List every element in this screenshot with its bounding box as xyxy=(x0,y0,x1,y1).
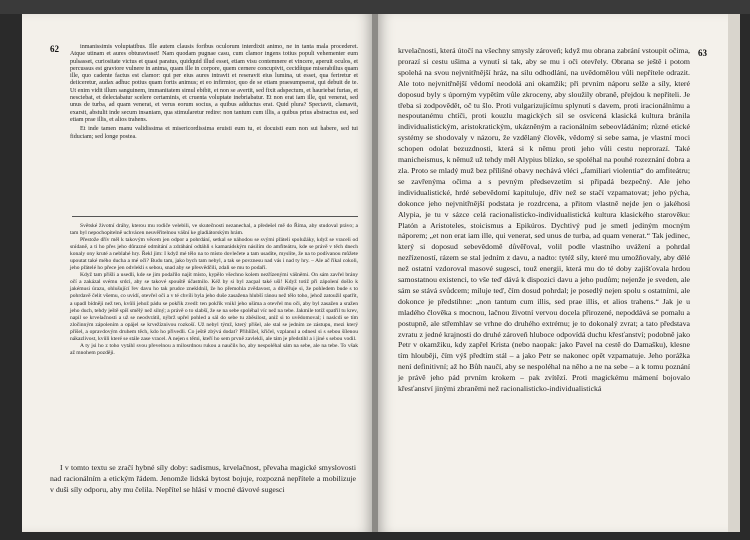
latin-quote xyxy=(70,44,358,143)
translation-paragraph: Když tam přišli a usedli, kde se jim podařilo najít místo, kypělo všechno kolem nezřízenými vášněmi. On sám zavřel brány očí a zakázal svému srdci, aby se takové spouště účastnilo. Kéž by si byl zacpal také uši! Když totiž při zápolení došlo k jakémusi úrazu, ohlušující řev davu ho tak prudce znekldnil, že ho přemohla zvědavost, a důvěřuje si, že pohledem bude s to pohrdavě čelit všemu, co uvidí, otevřel oči a v té chvíli byla jeho duše zasažena hlubší ránou než tělo toho, jehož zatoužil spatřit, a upadl bídněji než ten, kvůli jehož pádu se pokřik zvedl: ten pokřik vnikl jeho ušima a otevřel mu oči, aby byl zasažen a sražen jeho duch, tehdy ještě spíš smělý než silný; a právě o to slabší, že se na sebe spoléhal víc než na tebe. Jakmile totiž spatřil tu krev, napil se krvelačnosti a už se neodvrátil, nýbrž upřel pohled a sál do sebe tu zběsilost, aniž si to uvědomoval; i naslcdi se tím zločinným zápolením a opájel se krvežíznivou rozkoší. Už nebyl týmž, který přišel, ale stal se jedním ze zástupu, mezi který přišel, a opravdovým druhem těch, kdo ho přivedli. Co ještě zbývá dodat? Přihlížel, křičel, vzplanul a odnesl si s sebou šílenou nákazlivost, kvůli které se stále zase vracel. A nejen s těmi, kteří ho sem prvně zavlekli, ale tám je předstihl a i jiné s sebou vodil. xyxy=(70,272,358,342)
right-main-text xyxy=(398,46,690,395)
background-top xyxy=(0,0,750,14)
translation-paragraph: Přestože dřív měl k takovým věcem jen odpor a pohrdání, setkal se náhodou se svými přáteli spolužáky, když se vraceli od snídaně, a ti ho přes jeho důrazné odmítání a zdráhání odtáhli s kamarádským násilím do amfiteátru, kde se právě v těch dnech konaly ony kruté a neblahé hry. Řekl jim: I když mé tělo na to místo dovlečete a tam usadíte, myslíte, že na to podívanou můžete upoutat také mého ducha a mé oči? Budu tam, jako bych tam nebyl, a tak se povznesu nad vás i nad ty hry. – Ale ač říkal cokoli, jeho přátelé ho přece jen odvlekli s sebou, snad aby se přesvědčili, zdali se mu to podaří. xyxy=(70,237,358,272)
latin-paragraph: Et inde tamen manu validissima et misericordissima eruisti eum tu, et docuisti eum non sui habere, sed tui fiduciam; sed longe postea. xyxy=(70,126,358,140)
translation-paragraph: Světské životní dráhy, kterou mu rodiče velebili, ve skutečnosti nezanechal, a předešel mě do Říma, aby studoval právo; a tam byl nepochopitelně uchvácen neuvěřitelnou vášní ke gladiátorským hrám. xyxy=(70,223,358,237)
translation-paragraph: A ty jsi ho z toho vytáhl svou převelnou a milosrdnou rukou a naučils ho, aby nespoléhal sám na sebe, ale na tebe. To však až mnohem později. xyxy=(70,342,358,356)
right-page-number: 63 xyxy=(698,48,707,58)
latin-paragraph: inmanissimis voluptatibus. Ille autem clausis foribus oculorum interdixit animo, ne in tanta mala procederet. Atque utinam et aures obturavisset! Nam quodam pugnae casu, cum clamor ingens totius populi vehementer eum pulsasset, curiositate victus et quasi paratus, quidquid illud esset, etiam visu contemnere et vincere, aperuit oculos, et percussus est graviore vulnere in anima, quam ille in corpore, quem cernere concupivit, cecidítque miserabilius quam ille, quo cadente factus est clamor: qui per eius aures intravit et reseravit eius lumina, ut esset, qua feriretur et deiiceretur, audax adhuc potius quam fortis animus; et eo infirmior, quo de se etiam praesumpserat, qui debuit de te. Ut enim vidit illum sanguinem, immanitatem simul ebibit, et non se avertit, sed fixit adspectum, et hauriebat furias, et nesciebat, et delectabatur scelere certaminis, et cruenta voluptate inebriabatur. Et non erat iam ille, qui venerat, sed unus de turba, ad quam venerat, et verus eorum socius, a quibus adductus erat. Quid plura? Spectavit, clamavit, exarsit, abstulit inde secum insaniam, qua stimularetur redire: non tantum cum illis, a quibus prius abstractus est, sed etiam prae illis, et alios trahens. xyxy=(70,44,358,123)
czech-translation xyxy=(70,223,358,357)
left-page-number: 62 xyxy=(50,44,59,54)
page-edges xyxy=(728,14,740,532)
main-paragraph: I v tomto textu se zračí hybné síly doby: sadismus, krvelačnost, převaha magické smyslovosti nad racionálním a etickým řádem. Jenomže lidská bytost bojuje, rozpozná nepřítele a mobilizuje v duši síly odporu, aby mu čelila. Nepřítel se hlásí v mocné dávové sugesci xyxy=(50,463,356,494)
left-main-text xyxy=(50,463,356,495)
section-divider xyxy=(72,216,358,217)
main-paragraph: krvelačnosti, která útočí na všechny smysly zároveň; když mu obrana zabrání vstoupit očima, prorazí si cestu ušima a vynutí si tak, aby se mu i oči otevřely. Obrana se ještě i potom spolehá na svou nejvnitřnější hráz, na sílu odhodlání, na uvědomělou vůli nepřítele odrazit. Ale toto nejvnitřnější vědomí neodolá ani okamžik; při prvním náporu selže a síly, které doposud byly s úporným vypětím vůle zkroceny, aby sloužily obraně, přejdou k nepříteli. Je třeba si zodpovědět, oč tu šlo. Proti vulgarizujícímu splynutí s davem, proti iracionálnímu a nespoutanému chtíči, proti kouzlu magických sil se osvícená klasická kultura bránila individualistickým, aristokratickým, ukázněným a racionálním sebeovládáním; různé etické systémy se shodovaly v názoru, že vzdělaný člověk, vědomý si sebe sama, je vlastní moci schopen odolat bezuzdnosti, která si k němu proti jeho vůli cestu neprorazí. Také manicheismus, k němuž už tehdy měl Alypius blízko, se spoléhal na pouhé rozeznání dobra a zla. Proto se mladý muž bez přílišné obavy nechává vléci „familiari violentia“ do amfiteátru; se zavřenýma očima a s pevným předsevzetím si připadá bezpečný. Ale jeho individualistické, hrdé sebevědomí kapituluje, dřív než se stačí vzpamatovat; jeho pýcha, dokonce jeho nejvnitřnější podstata je rozdrcena, a přitom vlastně nejde jen o jakéhosi Alypia, je tu v sázce celá racionalisticko-individualistická kultura klasického starověku: Platón a Aristoteles, stoicismus a Epikúros. Dychtivý pud je smetl jediným mocným náporem; „et non erat iam ille, qui venerat, sed unus de turba, ad quam venerat.“ Tak jedinec, který si doposud sebevědomě důvěřoval, volil podle vlastního uvážení a pohrdal nezřízeností, rázem se stal jedním z davu, a nadto: tytéž síly, které mu umožňovaly, aby dělé než ostatní vzdoroval masové sugesci, touž energii, která mu do té doby zajišťovala hrdou samostatnou existenci, to vše teď dává k dispozici davu a jeho pudům; nejenže je sveden, ale sám se stává svůdcem; míluje teď, čím dosud pohrdal; je posedlý nejen spolu s ostatními, ale dokonce je předstihne: „non tantum cum illis, sed prae illis, et alios trahens.“ Jak je u mladého člověka s mocnou, lačnou životní vervou docela přirozené, nepoddává se pomalu a postupně, ale střemhlav se vrhne do druhého extrému; je to dokonalý zvrat; a tato představa zvratu z jedné krajnosti do druhé zároveň hluboce odpovídá duchu křesťanství; podobně jako Petr v okamžiku, kdy zapřel Krista (nebo naopak: jako Pavel na cestě do Damašku), klesne tím hlouběji, čím výš předtím stál – a jako Petr se nakonec opět vzpamatuje. Jeho porážka není definitivní; až ho Bůh naučí, aby se nespoléhal na něho a ne na sebe – a k tomu poznání je právě jeho pád prvním krokem – pak zvítězí. Proti magickému mámení bojovalo křesťanství jinými zbraněmi než racionalisticko-individualistická xyxy=(398,46,690,394)
